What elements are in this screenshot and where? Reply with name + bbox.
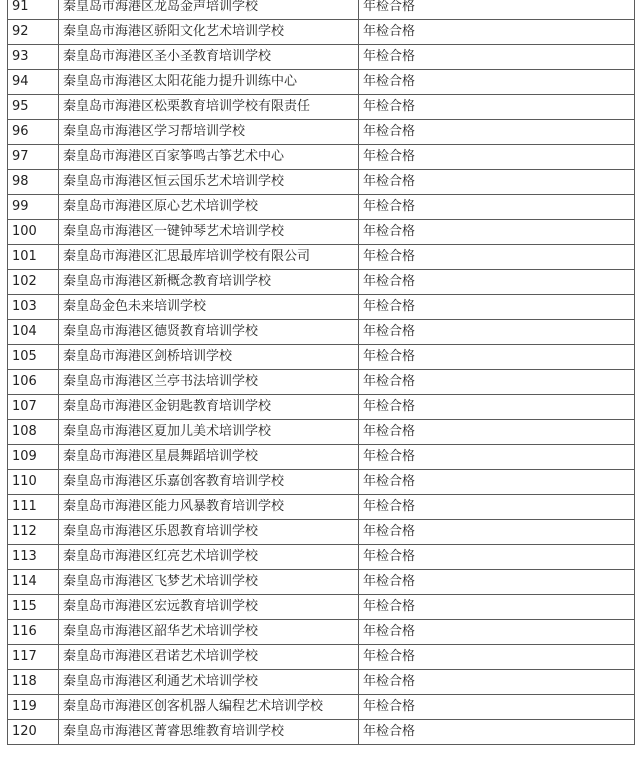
inspection-result-cell: 年检合格 bbox=[359, 295, 635, 320]
table-row bbox=[8, 345, 635, 370]
row-number-cell: 103 bbox=[8, 295, 59, 320]
table-row bbox=[8, 170, 635, 195]
row-number-cell: 120 bbox=[8, 720, 59, 745]
inspection-result-cell: 年检合格 bbox=[359, 20, 635, 45]
inspection-result-cell: 年检合格 bbox=[359, 445, 635, 470]
table-row bbox=[8, 620, 635, 645]
inspection-result-cell: 年检合格 bbox=[359, 95, 635, 120]
row-number-cell: 115 bbox=[8, 595, 59, 620]
table-row bbox=[8, 495, 635, 520]
school-name-cell: 秦皇岛市海港区圣小圣教育培训学校 bbox=[59, 45, 359, 70]
school-name-cell: 秦皇岛市海港区兰亭书法培训学校 bbox=[59, 370, 359, 395]
table-row bbox=[8, 470, 635, 495]
school-name-cell: 秦皇岛市海港区原心艺术培训学校 bbox=[59, 195, 359, 220]
row-number-cell: 104 bbox=[8, 320, 59, 345]
row-number-cell: 107 bbox=[8, 395, 59, 420]
inspection-result-cell: 年检合格 bbox=[359, 70, 635, 95]
school-name-cell: 秦皇岛市海港区星晨舞蹈培训学校 bbox=[59, 445, 359, 470]
school-name-cell: 秦皇岛市海港区松栗教育培训学校有限责任 bbox=[59, 95, 359, 120]
school-name-cell: 秦皇岛市海港区能力风暴教育培训学校 bbox=[59, 495, 359, 520]
school-name-cell: 秦皇岛市海港区君诺艺术培训学校 bbox=[59, 645, 359, 670]
school-name-cell: 秦皇岛市海港区恒云国乐艺术培训学校 bbox=[59, 170, 359, 195]
row-number-cell: 119 bbox=[8, 695, 59, 720]
school-name-cell: 秦皇岛市海港区骄阳文化艺术培训学校 bbox=[59, 20, 359, 45]
inspection-result-cell: 年检合格 bbox=[359, 620, 635, 645]
table-row bbox=[8, 195, 635, 220]
row-number-cell: 93 bbox=[8, 45, 59, 70]
table-body bbox=[8, 0, 635, 745]
table-row bbox=[8, 270, 635, 295]
row-number-cell: 116 bbox=[8, 620, 59, 645]
row-number-cell: 102 bbox=[8, 270, 59, 295]
table-row bbox=[8, 0, 635, 20]
school-name-cell: 秦皇岛市海港区龙岛金声培训学校 bbox=[59, 0, 359, 20]
row-number-cell: 117 bbox=[8, 645, 59, 670]
table-row bbox=[8, 395, 635, 420]
annual-inspection-table bbox=[7, 0, 635, 745]
row-number-cell: 101 bbox=[8, 245, 59, 270]
school-name-cell: 秦皇岛市海港区红亮艺术培训学校 bbox=[59, 545, 359, 570]
row-number-cell: 98 bbox=[8, 170, 59, 195]
table-row bbox=[8, 520, 635, 545]
table-row bbox=[8, 670, 635, 695]
row-number-cell: 118 bbox=[8, 670, 59, 695]
table-row bbox=[8, 20, 635, 45]
table-row bbox=[8, 720, 635, 745]
school-name-cell: 秦皇岛市海港区汇思最库培训学校有限公司 bbox=[59, 245, 359, 270]
inspection-result-cell: 年检合格 bbox=[359, 695, 635, 720]
row-number-cell: 94 bbox=[8, 70, 59, 95]
row-number-cell: 106 bbox=[8, 370, 59, 395]
row-number-cell: 91 bbox=[8, 0, 59, 20]
table-row bbox=[8, 70, 635, 95]
inspection-result-cell: 年检合格 bbox=[359, 420, 635, 445]
school-name-cell: 秦皇岛市海港区德贤教育培训学校 bbox=[59, 320, 359, 345]
school-name-cell: 秦皇岛市海港区百家筝鸣古筝艺术中心 bbox=[59, 145, 359, 170]
school-name-cell: 秦皇岛市海港区金钥匙教育培训学校 bbox=[59, 395, 359, 420]
school-name-cell: 秦皇岛市海港区剑桥培训学校 bbox=[59, 345, 359, 370]
inspection-result-cell: 年检合格 bbox=[359, 545, 635, 570]
school-name-cell: 秦皇岛市海港区乐嘉创客教育培训学校 bbox=[59, 470, 359, 495]
row-number-cell: 97 bbox=[8, 145, 59, 170]
inspection-result-cell: 年检合格 bbox=[359, 470, 635, 495]
row-number-cell: 109 bbox=[8, 445, 59, 470]
inspection-result-cell: 年检合格 bbox=[359, 395, 635, 420]
inspection-result-cell: 年检合格 bbox=[359, 345, 635, 370]
school-name-cell: 秦皇岛市海港区飞梦艺术培训学校 bbox=[59, 570, 359, 595]
school-name-cell: 秦皇岛市海港区新概念教育培训学校 bbox=[59, 270, 359, 295]
school-name-cell: 秦皇岛市海港区创客机器人编程艺术培训学校 bbox=[59, 695, 359, 720]
row-number-cell: 114 bbox=[8, 570, 59, 595]
table-row bbox=[8, 370, 635, 395]
table-row bbox=[8, 695, 635, 720]
table-row bbox=[8, 295, 635, 320]
table-row bbox=[8, 645, 635, 670]
table-row bbox=[8, 570, 635, 595]
school-name-cell: 秦皇岛市海港区太阳花能力提升训练中心 bbox=[59, 70, 359, 95]
school-name-cell: 秦皇岛市海港区一键钟琴艺术培训学校 bbox=[59, 220, 359, 245]
table-row bbox=[8, 545, 635, 570]
inspection-result-cell: 年检合格 bbox=[359, 0, 635, 20]
table-row bbox=[8, 145, 635, 170]
row-number-cell: 99 bbox=[8, 195, 59, 220]
row-number-cell: 113 bbox=[8, 545, 59, 570]
row-number-cell: 96 bbox=[8, 120, 59, 145]
school-name-cell: 秦皇岛市海港区韶华艺术培训学校 bbox=[59, 620, 359, 645]
table-row bbox=[8, 220, 635, 245]
inspection-result-cell: 年检合格 bbox=[359, 120, 635, 145]
row-number-cell: 112 bbox=[8, 520, 59, 545]
inspection-result-cell: 年检合格 bbox=[359, 220, 635, 245]
inspection-result-cell: 年检合格 bbox=[359, 720, 635, 745]
table-row bbox=[8, 420, 635, 445]
inspection-result-cell: 年检合格 bbox=[359, 595, 635, 620]
school-name-cell: 秦皇岛市海港区乐恩教育培训学校 bbox=[59, 520, 359, 545]
school-name-cell: 秦皇岛市海港区菁睿思维教育培训学校 bbox=[59, 720, 359, 745]
school-name-cell: 秦皇岛市海港区宏远教育培训学校 bbox=[59, 595, 359, 620]
inspection-result-cell: 年检合格 bbox=[359, 195, 635, 220]
table-row bbox=[8, 245, 635, 270]
inspection-result-cell: 年检合格 bbox=[359, 170, 635, 195]
inspection-result-cell: 年检合格 bbox=[359, 520, 635, 545]
school-name-cell: 秦皇岛金色未来培训学校 bbox=[59, 295, 359, 320]
inspection-result-cell: 年检合格 bbox=[359, 245, 635, 270]
school-name-cell: 秦皇岛市海港区夏加儿美术培训学校 bbox=[59, 420, 359, 445]
table-row bbox=[8, 120, 635, 145]
school-name-cell: 秦皇岛市海港区学习帮培训学校 bbox=[59, 120, 359, 145]
row-number-cell: 111 bbox=[8, 495, 59, 520]
inspection-result-cell: 年检合格 bbox=[359, 45, 635, 70]
inspection-result-cell: 年检合格 bbox=[359, 320, 635, 345]
row-number-cell: 95 bbox=[8, 95, 59, 120]
row-number-cell: 100 bbox=[8, 220, 59, 245]
table-row bbox=[8, 95, 635, 120]
row-number-cell: 105 bbox=[8, 345, 59, 370]
inspection-result-cell: 年检合格 bbox=[359, 495, 635, 520]
inspection-result-cell: 年检合格 bbox=[359, 370, 635, 395]
row-number-cell: 110 bbox=[8, 470, 59, 495]
inspection-result-cell: 年检合格 bbox=[359, 145, 635, 170]
table-row bbox=[8, 445, 635, 470]
inspection-result-cell: 年检合格 bbox=[359, 645, 635, 670]
school-name-cell: 秦皇岛市海港区利通艺术培训学校 bbox=[59, 670, 359, 695]
table-row bbox=[8, 45, 635, 70]
row-number-cell: 92 bbox=[8, 20, 59, 45]
table-row bbox=[8, 595, 635, 620]
inspection-result-cell: 年检合格 bbox=[359, 670, 635, 695]
inspection-result-cell: 年检合格 bbox=[359, 570, 635, 595]
inspection-result-cell: 年检合格 bbox=[359, 270, 635, 295]
table-row bbox=[8, 320, 635, 345]
row-number-cell: 108 bbox=[8, 420, 59, 445]
